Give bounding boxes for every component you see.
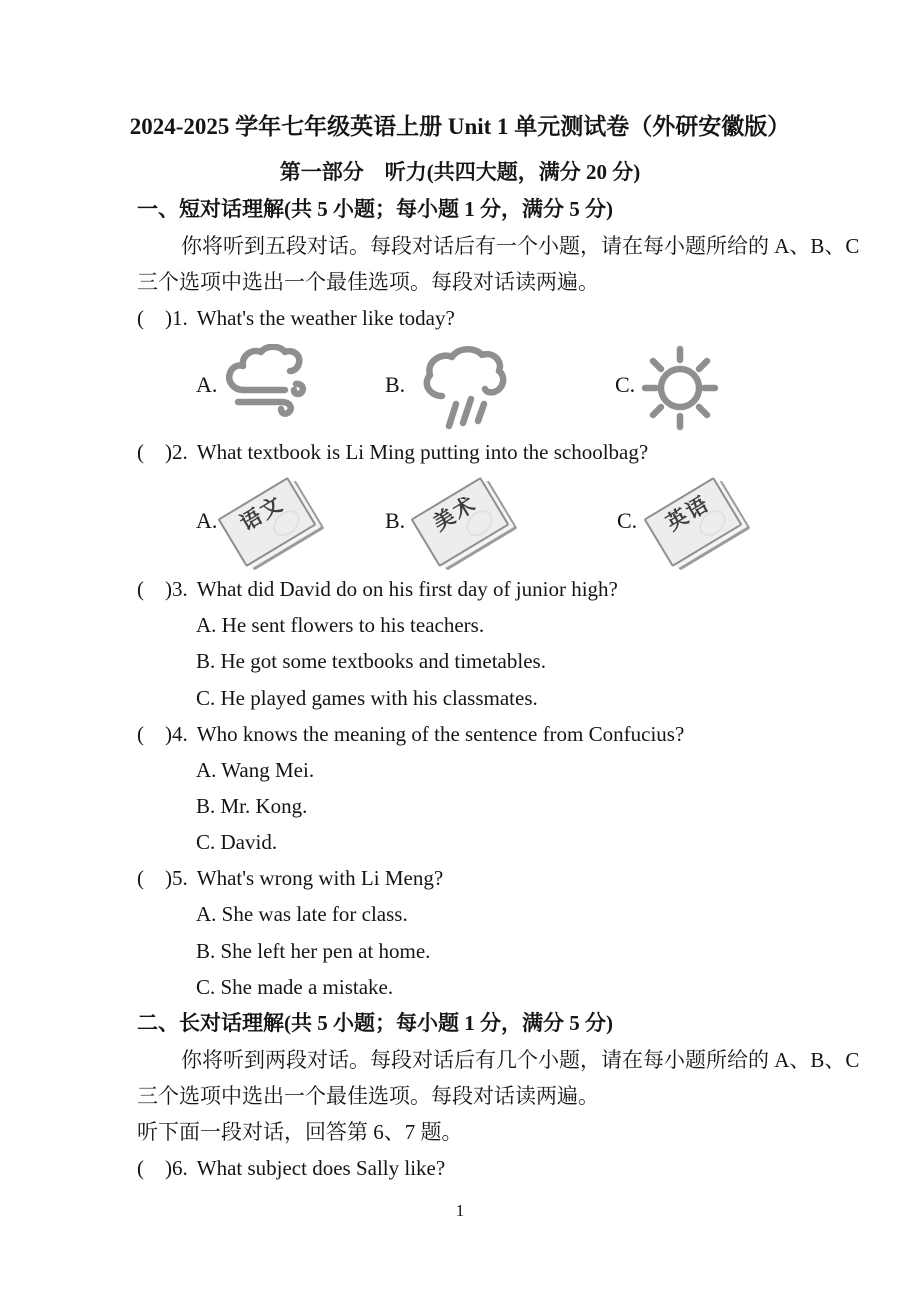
- question-1-text: What's the weather like today?: [196, 306, 455, 330]
- question-4-option-a: A. Wang Mei.: [196, 758, 315, 782]
- question-6-text: What subject does Sally like?: [196, 1156, 446, 1180]
- chinese-textbook-title: 语文: [235, 491, 288, 536]
- question-2-option-c-label: C.: [617, 508, 638, 533]
- page-number: 1: [455, 1201, 465, 1220]
- english-textbook-cover: [643, 477, 742, 567]
- question-5-option-c: C. She made a mistake.: [196, 975, 394, 999]
- sun-icon: [638, 338, 722, 438]
- english-textbook-title: 英语: [661, 491, 714, 536]
- section2-heading: 二、长对话理解(共 5 小题；每小题 1 分，满分 5 分): [137, 1011, 613, 1035]
- question-5-option-b: B. She left her pen at home.: [196, 939, 431, 963]
- question-1-option-c-label: C.: [615, 372, 636, 397]
- section2-intro-line2: 三个选项中选出一个最佳选项。每段对话读两遍。: [137, 1084, 599, 1108]
- question-3-option-b: B. He got some textbooks and timetables.: [196, 649, 546, 673]
- question-5-text: What's wrong with Li Meng?: [196, 866, 444, 890]
- question-1-option-b-label: B.: [385, 372, 406, 397]
- question-1: [137, 303, 455, 333]
- question-3: [137, 574, 618, 604]
- section2-intro-line1: 你将听到两段对话。每段对话后有几个小题，请在每小题所给的 A、B、C: [181, 1048, 860, 1072]
- part1-heading: 第一部分 听力(共四大题，满分 20 分): [279, 160, 641, 184]
- question-6: [137, 1153, 445, 1183]
- question-4-option-b: B. Mr. Kong.: [196, 794, 308, 818]
- section1-heading: 一、短对话理解(共 5 小题；每小题 1 分，满分 5 分): [137, 197, 613, 221]
- art-textbook-title: 美术: [428, 491, 481, 536]
- question-5-answer-blank: ( )5.: [137, 866, 188, 890]
- question-2-text: What textbook is Li Ming putting into the schoolbag?: [196, 440, 649, 464]
- question-3-text: What did David do on his first day of junior high?: [196, 577, 618, 601]
- question-5: [137, 863, 443, 893]
- windy-cloud-icon: [224, 344, 320, 432]
- question-2-option-a-label: A.: [196, 508, 218, 533]
- question-3-answer-blank: ( )3.: [137, 577, 188, 601]
- question-6-answer-blank: ( )6.: [137, 1156, 188, 1180]
- section1-intro-line2: 三个选项中选出一个最佳选项。每段对话读两遍。: [137, 270, 599, 294]
- question-3-option-c: C. He played games with his classmates.: [196, 686, 538, 710]
- english-textbook-image: [640, 470, 744, 570]
- question-2-option-b-label: B.: [385, 508, 406, 533]
- rainy-cloud-icon: [414, 342, 522, 436]
- question-4-text: Who knows the meaning of the sentence from Confucius?: [196, 722, 685, 746]
- question-5-option-a: A. She was late for class.: [196, 902, 408, 926]
- section1-intro-line1: 你将听到五段对话。每段对话后有一个小题，请在每小题所给的 A、B、C: [181, 234, 860, 258]
- doc-title: 2024-2025 学年七年级英语上册 Unit 1 单元测试卷（外研安徽版）: [129, 114, 791, 139]
- question-3-option-a: A. He sent flowers to his teachers.: [196, 613, 485, 637]
- section2-listen-note: 听下面一段对话，回答第 6、7 题。: [137, 1120, 463, 1144]
- chinese-textbook-image: [214, 470, 318, 570]
- question-2-answer-blank: ( )2.: [137, 440, 188, 464]
- art-textbook-cover: [410, 477, 509, 567]
- question-1-option-a-label: A.: [196, 372, 218, 397]
- chinese-textbook-cover: [217, 477, 316, 567]
- question-4-option-c: C. David.: [196, 830, 278, 854]
- question-4-answer-blank: ( )4.: [137, 722, 188, 746]
- question-1-answer-blank: ( )1.: [137, 306, 188, 330]
- art-textbook-image: [407, 470, 511, 570]
- question-4: [137, 719, 684, 749]
- question-2: [137, 437, 648, 467]
